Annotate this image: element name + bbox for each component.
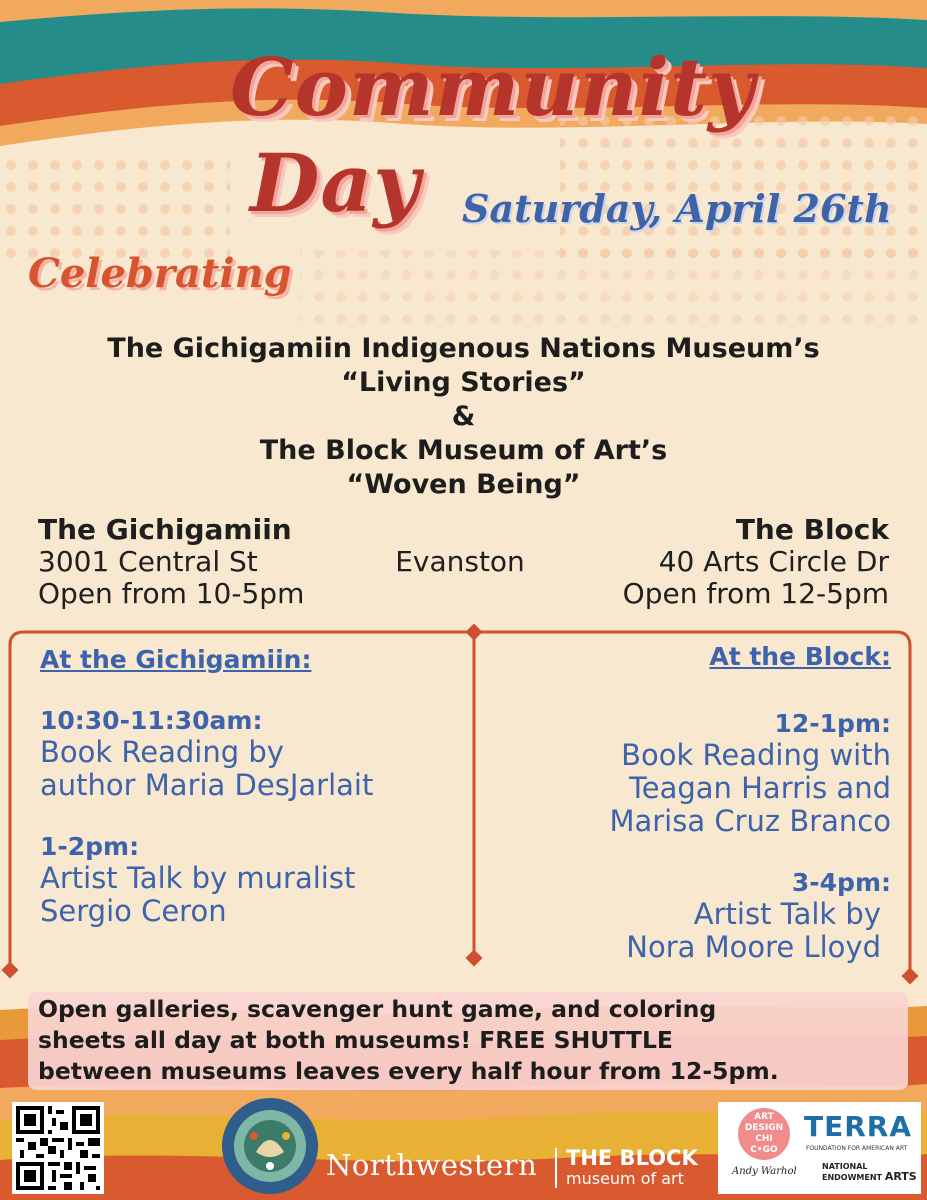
footer-note: [38, 994, 918, 1087]
event-date: Saturday, April 26th: [462, 186, 892, 231]
nea-arts: ARTS: [884, 1170, 917, 1183]
qr-code[interactable]: [12, 1102, 104, 1194]
exhibition-line-2: “Living Stories”: [341, 367, 586, 398]
event-time: 1-2pm:: [40, 832, 140, 861]
exhibition-line-3: &: [451, 401, 476, 432]
location-right-address: 40 Arts Circle Dr: [658, 545, 889, 578]
adc-line: CHI: [755, 1134, 773, 1144]
event-desc-line: Book Reading by: [40, 735, 284, 769]
event-desc-line: Book Reading with: [621, 738, 891, 772]
terra-logo: TERRA: [804, 1110, 913, 1143]
footer-note-line-1: Open galleries, scavenger hunt game, and coloring: [38, 995, 717, 1023]
block-logo-sub: museum of art: [566, 1169, 684, 1188]
location-left: [38, 514, 304, 610]
event-time: 10:30-11:30am:: [40, 706, 263, 735]
nea-logo: [822, 1162, 917, 1183]
celebrating-label: Celebrating: [28, 250, 292, 297]
event-desc-line: Artist Talk by: [693, 897, 881, 931]
nea-line-1: NATIONAL: [822, 1162, 868, 1171]
exhibition-line-1: The Gichigamiin Indigenous Nations Museum’s: [107, 333, 820, 364]
logo-divider: [555, 1148, 557, 1188]
event-desc-line: Nora Moore Lloyd: [626, 930, 881, 964]
event-desc-line: Artist Talk by muralist: [40, 861, 356, 895]
block-museum-logo: [566, 1146, 698, 1188]
adc-line: DESIGN: [744, 1123, 784, 1133]
exhibition-line-5: “Woven Being”: [346, 469, 581, 500]
location-left-hours: Open from 10-5pm: [38, 577, 305, 610]
terra-sub: FOUNDATION FOR AMERICAN ART: [806, 1145, 908, 1152]
warhol-logo: Andy Warhol: [732, 1166, 797, 1177]
schedule-left: [40, 645, 460, 928]
art-design-chicago-logo: [738, 1108, 790, 1160]
event-desc-line: author Maria DesJarlait: [40, 768, 374, 802]
title-day: Day: [250, 136, 421, 230]
location-right: [623, 514, 889, 610]
location-city: Evanston: [395, 545, 525, 578]
footer-note-line-3: between museums leaves every half hour from 12-5pm.: [38, 1057, 779, 1085]
northwestern-logo: Northwestern: [326, 1148, 538, 1182]
location-right-name: The Block: [735, 513, 889, 546]
nea-line-2: [822, 1172, 917, 1183]
adc-line: C•GO: [750, 1145, 778, 1155]
exhibitions-block: [40, 332, 887, 502]
footer-note-line-2: sheets all day at both museums! FREE SHUTTLE: [38, 1026, 673, 1054]
exhibition-line-4: The Block Museum of Art’s: [259, 435, 668, 466]
location-right-hours: Open from 12-5pm: [622, 577, 889, 610]
nea-endowment: ENDOWMENT: [822, 1173, 883, 1182]
title-community: Community: [230, 40, 756, 134]
schedule-right: [491, 642, 891, 964]
sponsor-logos: [718, 1102, 921, 1194]
event-time: 12-1pm:: [774, 709, 891, 738]
schedule-right-heading: At the Block:: [709, 642, 891, 671]
gichigamiin-seal-logo: [220, 1096, 320, 1196]
event-desc-line: Sergio Ceron: [40, 894, 227, 928]
event-desc-line: Teagan Harris and: [628, 771, 891, 805]
block-logo-name: THE BLOCK: [566, 1146, 698, 1170]
event-time: 3-4pm:: [791, 868, 891, 897]
adc-line: ART: [754, 1112, 774, 1122]
location-left-address: 3001 Central St: [38, 545, 258, 578]
location-left-name: The Gichigamiin: [38, 513, 292, 546]
event-desc-line: Marisa Cruz Branco: [609, 804, 891, 838]
schedule-left-heading: At the Gichigamiin:: [40, 645, 312, 674]
